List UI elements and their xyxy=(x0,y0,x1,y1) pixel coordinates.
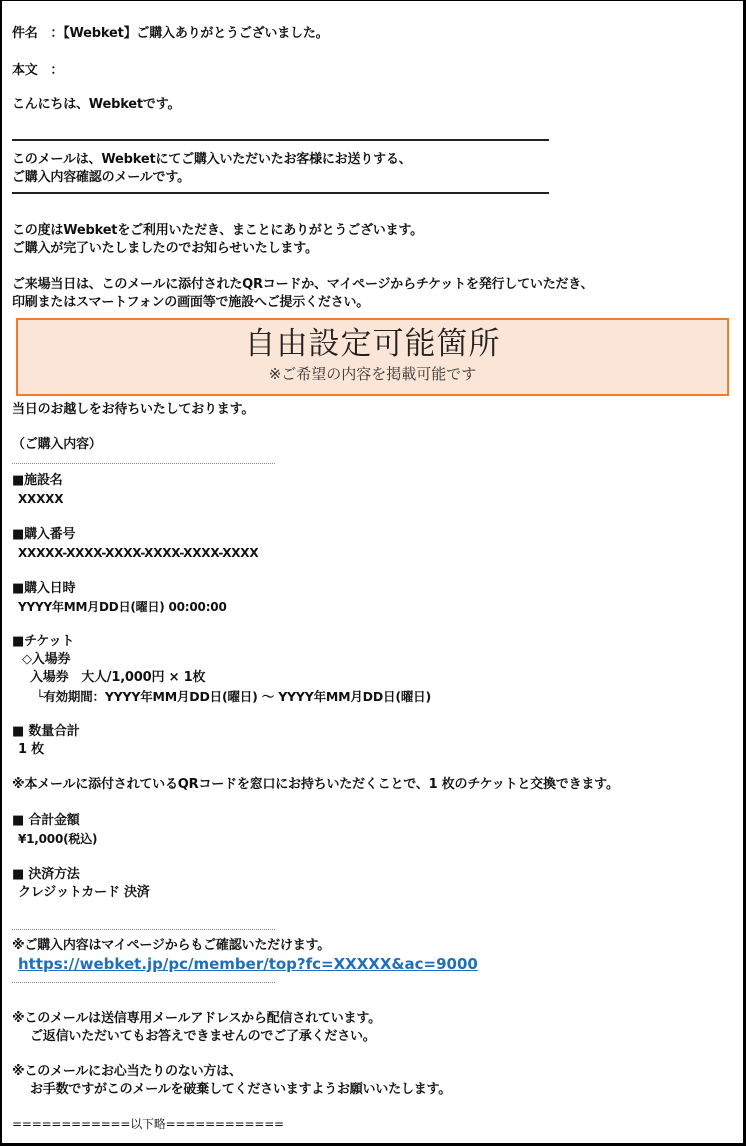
ticket-validity: └有効期間：YYYY年MM月DD日(曜日) ～ YYYY年MM月DD日(曜日) xyxy=(36,689,431,704)
facility-label: ■施設名 xyxy=(12,473,63,488)
divider-dashed-2 xyxy=(12,929,275,930)
thanks-line-2: ご購入が完了いたしましたのでお知らせいたします。 xyxy=(12,241,318,256)
custom-box-subtitle: ※ご希望の内容を掲載可能です xyxy=(268,365,477,383)
unknown-recipient-line-2: お手数ですがこのメールを破棄してくださいますようお願いいたします。 xyxy=(30,1082,452,1097)
quantity-label: ■ 数量合計 xyxy=(12,724,80,739)
visit-line-1: ご来場当日は、このメールに添付されたQRコードか、マイページからチケットを発行していただき、 xyxy=(12,277,594,292)
subject-label: 件名 ： xyxy=(12,26,64,41)
subject-line xyxy=(12,25,328,42)
send-only-note-line-2: ご返信いただいてもお答えできませんのでご了承ください。 xyxy=(30,1029,376,1044)
purchase-datetime-value: YYYY年MM月DD日(曜日) 00:00:00 xyxy=(18,600,227,614)
visit-line-2: 印刷またはスマートフォンの画面等で施設へご提示ください。 xyxy=(12,295,370,310)
greeting: こんにちは、Webketです。 xyxy=(12,97,181,112)
mypage-link[interactable]: https://webket.jp/pc/member/top?fc=XXXXX&ac=9000 xyxy=(18,955,478,973)
subject-text: 【Webket】ご購入ありがとうございました。 xyxy=(63,26,329,41)
thanks-line-1: この度はWebketをご利用いただき、まことにありがとうございます。 xyxy=(12,223,423,238)
body-label: 本文 ： xyxy=(12,63,64,78)
divider-thick-top xyxy=(12,139,549,141)
waiting-message: 当日のお越しをお待ちいたしております。 xyxy=(12,402,255,417)
quantity-value: 1 枚 xyxy=(18,742,44,757)
divider-dashed-3 xyxy=(12,982,275,983)
ticket-type: ◇入場券 xyxy=(22,652,71,667)
total-amount-value: ¥1,000(税込) xyxy=(18,832,98,846)
order-number-label: ■購入番号 xyxy=(12,527,76,542)
divider-thick-bottom xyxy=(12,192,549,194)
total-amount-label: ■ 合計金額 xyxy=(12,813,80,828)
notice-line-1: このメールは、Webketにてご購入いただいたお客様にお送りする、 xyxy=(12,152,412,167)
purchase-heading: （ご購入内容） xyxy=(12,437,102,452)
notice-line-2: ご購入内容確認のメールです。 xyxy=(12,170,190,185)
custom-box-title: 自由設定可能箇所 xyxy=(244,326,501,362)
qr-exchange-note: ※本メールに添付されているQRコードを窓口にお持ちいただくことで、1 枚のチケットと交換できます。 xyxy=(12,777,619,792)
omitted-marker: ============以下略============ xyxy=(12,1117,284,1131)
ticket-line: 入場券 大人/1,000円 × 1枚 xyxy=(30,670,206,685)
order-number-value: XXXXX-XXXX-XXXX-XXXX-XXXX-XXXX xyxy=(18,546,259,560)
send-only-note-line-1: ※このメールは送信専用メールアドレスから配信されています。 xyxy=(12,1011,381,1026)
payment-method-value: クレジットカード 決済 xyxy=(18,885,150,900)
purchase-datetime-label: ■購入日時 xyxy=(12,581,76,596)
ticket-label: ■チケット xyxy=(12,634,75,649)
facility-value: XXXXX xyxy=(18,492,64,506)
divider-dashed-1 xyxy=(12,463,275,464)
mypage-note: ※ご購入内容はマイページからもご確認いただけます。 xyxy=(12,938,331,953)
unknown-recipient-line-1: ※このメールにお心当たりのない方は、 xyxy=(12,1064,242,1079)
payment-method-label: ■ 決済方法 xyxy=(12,867,80,882)
custom-content-box xyxy=(16,318,729,396)
